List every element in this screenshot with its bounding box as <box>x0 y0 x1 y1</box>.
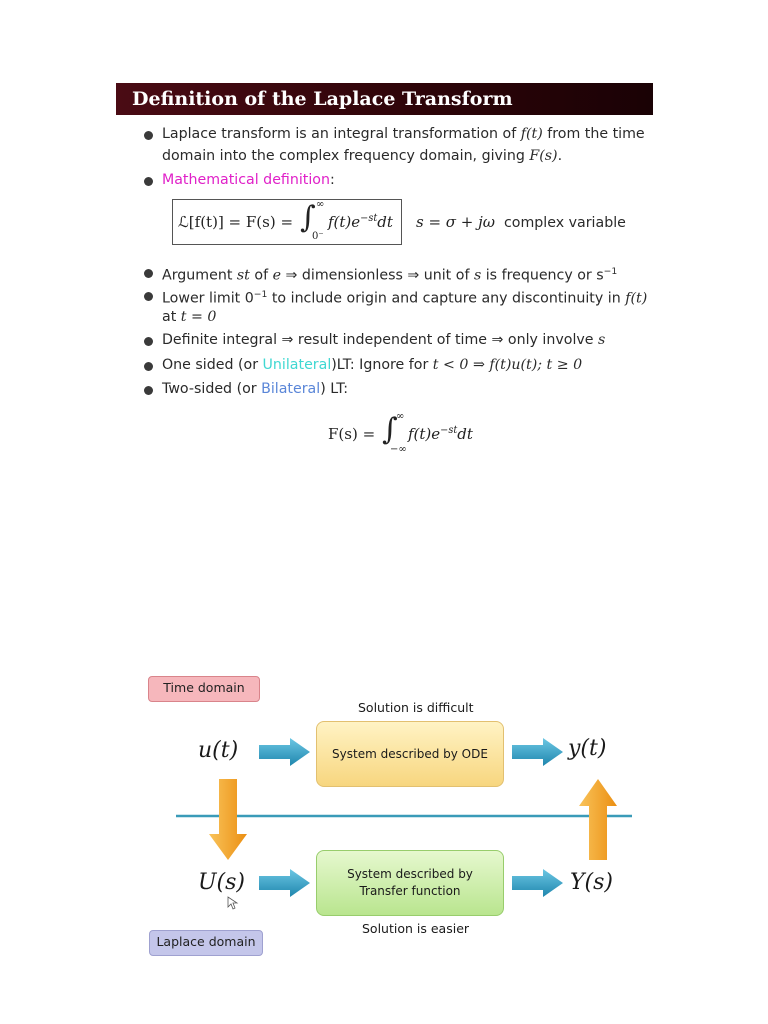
arrow-right-icon <box>512 869 563 897</box>
bilateral-lhs: F(s) = <box>328 425 376 443</box>
math-f-of-t: f(t) <box>625 290 648 307</box>
bullet-4-line-2-text: at <box>162 309 181 325</box>
exponent: −st <box>360 213 378 224</box>
math-s: s <box>598 332 606 348</box>
bullet-7-text: Two-sided (or <box>162 381 262 397</box>
math-f-of-t: f(t) <box>520 126 543 142</box>
solution-difficult-caption: Solution is difficult <box>358 700 474 715</box>
bullet-dot <box>144 386 153 395</box>
bullet-3-text-2: ⇒ dimensionless ⇒ unit of <box>281 267 474 284</box>
differential: dt <box>457 425 473 443</box>
integral-lower-limit: −∞ <box>390 444 407 455</box>
bullet-dot <box>144 131 153 140</box>
output-Y-of-s: Y(s) <box>570 870 613 895</box>
integrand: f(t)e <box>408 425 441 443</box>
bullet-dot <box>144 177 153 186</box>
bullet-7 <box>162 379 348 399</box>
time-domain-label: Time domain <box>148 676 260 702</box>
math-e: e <box>272 267 281 284</box>
differential: dt <box>377 213 393 231</box>
complex-variable-math: s = σ + jω <box>416 213 496 231</box>
ode-system-box: System described by ODE <box>316 721 504 787</box>
bullet-6-text-2: )LT: Ignore for <box>331 357 433 373</box>
laplace-definition-slide <box>116 83 653 460</box>
output-y-of-t: y(t) <box>568 736 607 761</box>
bullet-5 <box>162 330 605 350</box>
arrow-right-icon <box>259 869 310 897</box>
mathematical-definition-label: Mathematical definition <box>162 172 330 188</box>
bullet-1-line-1 <box>162 124 645 144</box>
transfer-function-system-box <box>316 850 504 916</box>
arrow-right-icon <box>512 738 563 766</box>
math-s: s <box>473 267 482 284</box>
bilateral-integrand <box>408 425 473 443</box>
bullet-dot <box>144 337 153 346</box>
complex-variable-text: complex variable <box>504 215 626 231</box>
bullet-6 <box>162 355 582 375</box>
bullet-5-text: Definite integral ⇒ result independent of time ⇒ only involve <box>162 332 599 348</box>
tf-box-line-2: Transfer function <box>359 884 461 898</box>
superscript: −1 <box>253 289 268 300</box>
laplace-domain-label: Laplace domain <box>149 930 263 956</box>
input-u-of-t: u(t) <box>198 738 239 763</box>
slide-title: Definition of the Laplace Transform <box>132 88 513 110</box>
bullet-4-text-2: to include origin and capture any discontinuity in <box>267 290 626 307</box>
integrand: f(t)e <box>328 213 361 231</box>
mouse-cursor-icon <box>228 897 237 909</box>
integral-sign: ∫ <box>300 200 316 235</box>
definition-integrand <box>328 213 393 231</box>
period: . <box>557 148 563 164</box>
tf-box-line-1: System described by <box>347 867 473 881</box>
integral-lower-limit: 0⁻ <box>312 231 324 242</box>
bullet-6-text: One sided (or <box>162 357 263 373</box>
colon: : <box>329 172 335 188</box>
bullet-3-of: of <box>249 267 273 284</box>
bullet-dot <box>144 362 153 371</box>
slide-title-bar <box>116 83 653 115</box>
arrow-up-icon <box>579 779 617 860</box>
arrow-right-icon <box>259 738 310 766</box>
bullet-3 <box>162 262 617 286</box>
bullet-dot <box>144 292 153 301</box>
superscript: −1 <box>603 266 618 277</box>
bullet-1-line-2 <box>162 146 562 166</box>
integral-sign: ∫ <box>382 412 398 447</box>
bullet-2 <box>162 170 335 190</box>
exponent: −st <box>440 425 458 436</box>
definition-lhs: ℒ[f(t)] = F(s) = <box>178 213 294 231</box>
solution-easier-caption: Solution is easier <box>362 921 470 936</box>
integral-upper-limit: ∞ <box>316 199 325 210</box>
bilateral-term: Bilateral <box>261 381 321 397</box>
arrow-down-icon <box>209 779 247 860</box>
bullet-6-math: t < 0 ⇒ f(t)u(t); t ≥ 0 <box>432 357 583 373</box>
integral-upper-limit: ∞ <box>396 411 405 422</box>
math-t-equals-0: t = 0 <box>180 309 217 325</box>
bullet-1-text: Laplace transform is an integral transformation of <box>162 126 521 142</box>
complex-variable-definition <box>416 213 495 231</box>
math-F-of-s: F(s) <box>529 148 558 164</box>
input-U-of-s: U(s) <box>198 870 245 895</box>
bullet-4-line-1 <box>162 285 647 309</box>
bullet-1-line-2-text: domain into the complex frequency domain, giving <box>162 148 530 164</box>
bullet-dot <box>144 269 153 278</box>
bullet-4-text: Lower limit 0 <box>162 290 254 307</box>
unilateral-term: Unilateral <box>262 357 332 373</box>
math-st: st <box>236 267 250 284</box>
bullet-3-text-end: is frequency or s <box>481 267 604 284</box>
bullet-3-text: Argument <box>162 267 237 284</box>
bullet-1-text-end: from the time <box>542 126 645 142</box>
bullet-7-text-end: ) LT: <box>320 381 349 397</box>
bullet-4-line-2 <box>162 307 216 327</box>
